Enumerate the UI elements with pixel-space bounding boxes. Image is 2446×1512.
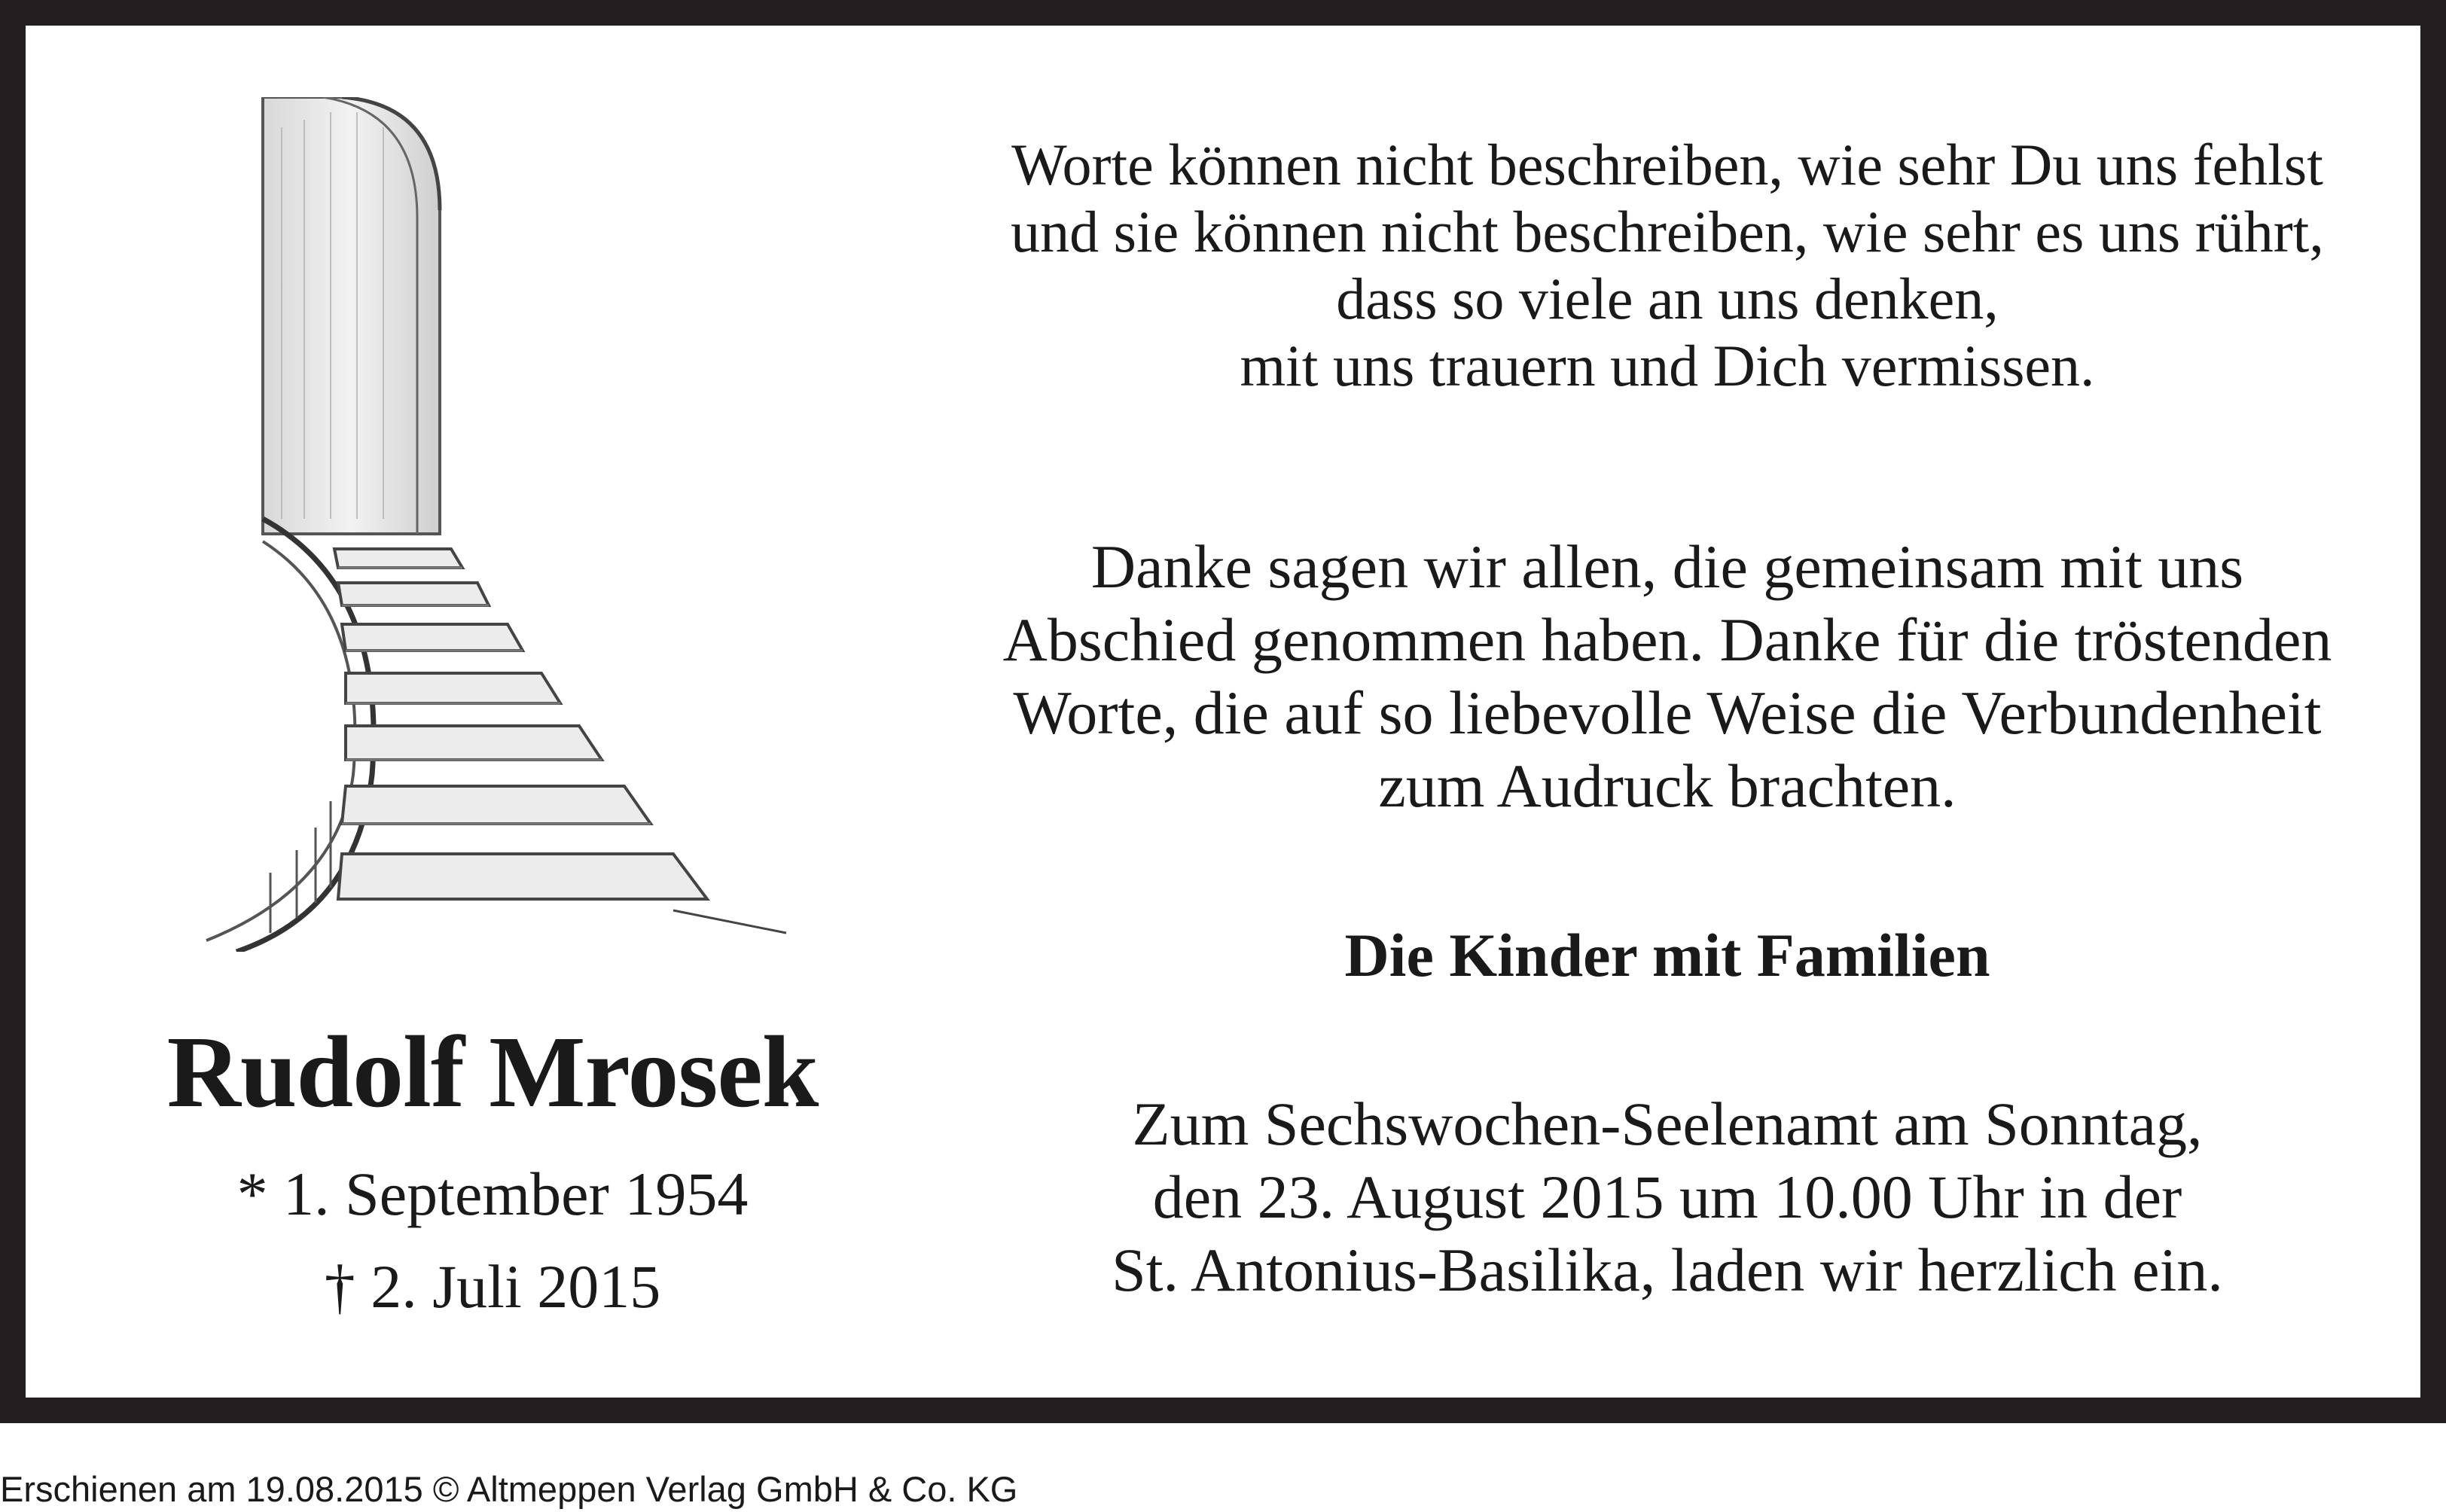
- verse-line: und sie können nicht beschreiben, wie sehr es uns rührt,: [1011, 199, 2324, 264]
- verse-line: dass so viele an uns denken,: [1336, 266, 1999, 331]
- death-date: † 2. Juli 2015: [324, 1252, 661, 1321]
- memorial-verse: [914, 131, 2420, 399]
- mass-line: den 23. August 2015 um 10.00 Uhr in der: [1152, 1163, 2182, 1231]
- thanks-line: Worte, die auf so liebevolle Weise die Verbundenheit: [1013, 678, 2322, 747]
- verse-line: mit uns trauern und Dich vermissen.: [1240, 333, 2095, 398]
- thanks-paragraph: [914, 530, 2420, 822]
- thanks-line: zum Audruck brachten.: [1378, 751, 1956, 820]
- mass-line: Zum Sechswochen-Seelenamt am Sonntag,: [1132, 1090, 2203, 1158]
- thanks-line: Abschied genommen haben. Danke für die tröstenden: [1002, 605, 2332, 674]
- birth-date: * 1. September 1954: [236, 1160, 749, 1228]
- mass-announcement: [914, 1087, 2420, 1306]
- family-signature: Die Kinder mit Familien: [1344, 921, 1990, 989]
- verse-line: Worte können nicht beschreiben, wie sehr Du uns fehlst: [1011, 132, 2323, 197]
- publication-footer: Erschienen am 19.08.2015 © Altmeppen Verlag GmbH & Co. KG: [0, 1469, 1018, 1509]
- obituary-card: [26, 26, 2420, 1398]
- staircase-illustration: [191, 97, 794, 952]
- thanks-line: Danke sagen wir allen, die gemeinsam mit uns: [1090, 532, 2244, 601]
- deceased-name: Rudolf Mrosek: [166, 1016, 819, 1129]
- mass-line: St. Antonius-Basilika, laden wir herzlich ein.: [1112, 1236, 2223, 1304]
